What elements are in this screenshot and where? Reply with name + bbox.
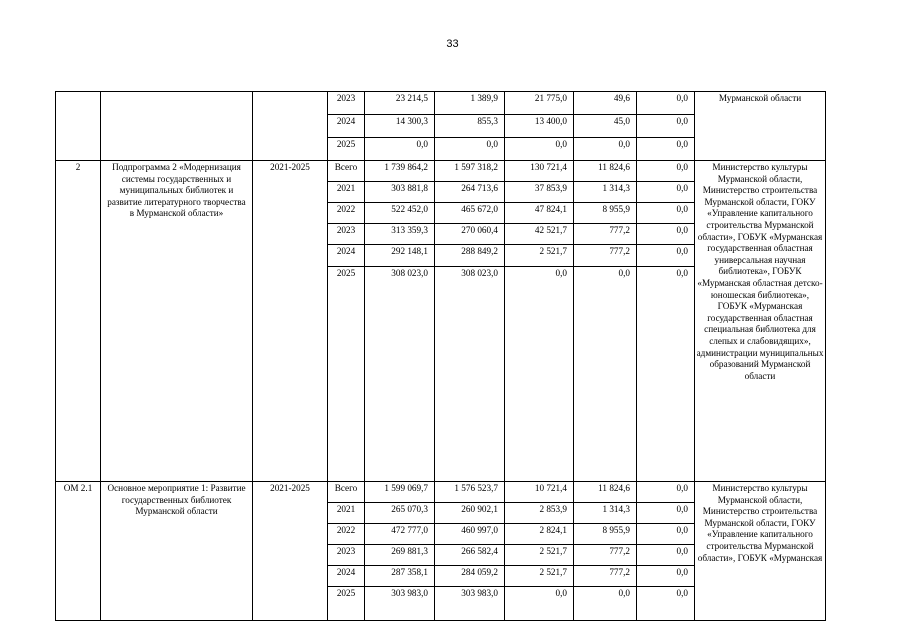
year-cell: Всего <box>328 161 365 182</box>
program-name: Подпрограмма 2 «Модернизация системы государственных и муниципальных библиотек и развитие литературного творчества в Мурманской области» <box>101 161 253 482</box>
year-cell: 2024 <box>328 115 365 138</box>
local-budget-cell: 777,2 <box>574 245 637 267</box>
local-budget-cell: 0,0 <box>574 138 637 161</box>
year-cell: 2025 <box>328 138 365 161</box>
total-cell: 303 983,0 <box>365 587 435 621</box>
program-name: Основное мероприятие 1: Развитие государственных библиотек Мурманской области <box>101 482 253 621</box>
year-cell: 2021 <box>328 182 365 203</box>
local-budget-cell: 777,2 <box>574 224 637 245</box>
total-cell: 1 599 069,7 <box>365 482 435 503</box>
regional-budget-cell: 10 721,4 <box>505 482 574 503</box>
year-cell: 2023 <box>328 545 365 566</box>
other-sources-cell: 0,0 <box>637 267 695 482</box>
total-cell: 313 359,3 <box>365 224 435 245</box>
federal-budget-cell: 308 023,0 <box>435 267 505 482</box>
regional-budget-cell: 0,0 <box>505 587 574 621</box>
other-sources-cell: 0,0 <box>637 224 695 245</box>
other-sources-cell: 0,0 <box>637 115 695 138</box>
federal-budget-cell: 284 059,2 <box>435 566 505 587</box>
regional-budget-cell: 42 521,7 <box>505 224 574 245</box>
year-cell: 2025 <box>328 267 365 482</box>
local-budget-cell: 1 314,3 <box>574 182 637 203</box>
executor: Министерство культуры Мурманской области, Министерство строительства Мурманской области, ГОКУ «Управление капитального строительства Мурманской области», ГОБУК «Мурманская государственная областная универсальная научная библиотека», ГОБУК «Мурманская областная детско-юношеская библиотека», ГОБУК «Мурманская государственная областная специальная библиотека для слепых и слабовидящих», администрации муниципальных образований Мурманской области <box>695 161 826 482</box>
other-sources-cell: 0,0 <box>637 566 695 587</box>
table-body <box>56 92 826 621</box>
local-budget-cell: 11 824,6 <box>574 482 637 503</box>
period <box>253 92 328 161</box>
row-number <box>56 92 101 161</box>
federal-budget-cell: 260 902,1 <box>435 503 505 524</box>
federal-budget-cell: 270 060,4 <box>435 224 505 245</box>
local-budget-cell: 11 824,6 <box>574 161 637 182</box>
federal-budget-cell: 1 576 523,7 <box>435 482 505 503</box>
regional-budget-cell: 47 824,1 <box>505 203 574 224</box>
total-cell: 292 148,1 <box>365 245 435 267</box>
page-number: 33 <box>446 38 459 50</box>
federal-budget-cell: 465 672,0 <box>435 203 505 224</box>
other-sources-cell: 0,0 <box>637 92 695 115</box>
year-cell: 2022 <box>328 203 365 224</box>
federal-budget-cell: 460 997,0 <box>435 524 505 545</box>
regional-budget-cell: 37 853,9 <box>505 182 574 203</box>
year-cell: 2024 <box>328 566 365 587</box>
local-budget-cell: 8 955,9 <box>574 524 637 545</box>
budget-table <box>55 91 826 621</box>
total-cell: 265 070,3 <box>365 503 435 524</box>
other-sources-cell: 0,0 <box>637 524 695 545</box>
other-sources-cell: 0,0 <box>637 503 695 524</box>
total-cell: 23 214,5 <box>365 92 435 115</box>
total-cell: 14 300,3 <box>365 115 435 138</box>
local-budget-cell: 49,6 <box>574 92 637 115</box>
federal-budget-cell: 303 983,0 <box>435 587 505 621</box>
local-budget-cell: 1 314,3 <box>574 503 637 524</box>
year-cell: 2023 <box>328 92 365 115</box>
total-cell: 269 881,3 <box>365 545 435 566</box>
regional-budget-cell: 0,0 <box>505 267 574 482</box>
local-budget-cell: 0,0 <box>574 267 637 482</box>
other-sources-cell: 0,0 <box>637 138 695 161</box>
federal-budget-cell: 1 389,9 <box>435 92 505 115</box>
period: 2021-2025 <box>253 161 328 482</box>
year-cell: 2021 <box>328 503 365 524</box>
other-sources-cell: 0,0 <box>637 161 695 182</box>
total-cell: 303 881,8 <box>365 182 435 203</box>
regional-budget-cell: 2 521,7 <box>505 245 574 267</box>
total-cell: 1 739 864,2 <box>365 161 435 182</box>
table-row <box>56 482 826 503</box>
row-number: ОМ 2.1 <box>56 482 101 621</box>
other-sources-cell: 0,0 <box>637 203 695 224</box>
local-budget-cell: 0,0 <box>574 587 637 621</box>
local-budget-cell: 777,2 <box>574 566 637 587</box>
period: 2021-2025 <box>253 482 328 621</box>
regional-budget-cell: 2 824,1 <box>505 524 574 545</box>
other-sources-cell: 0,0 <box>637 182 695 203</box>
regional-budget-cell: 0,0 <box>505 138 574 161</box>
local-budget-cell: 45,0 <box>574 115 637 138</box>
federal-budget-cell: 0,0 <box>435 138 505 161</box>
year-cell: 2025 <box>328 587 365 621</box>
total-cell: 0,0 <box>365 138 435 161</box>
federal-budget-cell: 266 582,4 <box>435 545 505 566</box>
regional-budget-cell: 130 721,4 <box>505 161 574 182</box>
federal-budget-cell: 1 597 318,2 <box>435 161 505 182</box>
other-sources-cell: 0,0 <box>637 482 695 503</box>
regional-budget-cell: 2 853,9 <box>505 503 574 524</box>
total-cell: 522 452,0 <box>365 203 435 224</box>
local-budget-cell: 777,2 <box>574 545 637 566</box>
total-cell: 287 358,1 <box>365 566 435 587</box>
regional-budget-cell: 13 400,0 <box>505 115 574 138</box>
federal-budget-cell: 855,3 <box>435 115 505 138</box>
other-sources-cell: 0,0 <box>637 245 695 267</box>
total-cell: 308 023,0 <box>365 267 435 482</box>
other-sources-cell: 0,0 <box>637 545 695 566</box>
local-budget-cell: 8 955,9 <box>574 203 637 224</box>
federal-budget-cell: 288 849,2 <box>435 245 505 267</box>
regional-budget-cell: 21 775,0 <box>505 92 574 115</box>
regional-budget-cell: 2 521,7 <box>505 566 574 587</box>
year-cell: Всего <box>328 482 365 503</box>
program-name <box>101 92 253 161</box>
federal-budget-cell: 264 713,6 <box>435 182 505 203</box>
year-cell: 2022 <box>328 524 365 545</box>
row-number: 2 <box>56 161 101 482</box>
regional-budget-cell: 2 521,7 <box>505 545 574 566</box>
table-row <box>56 161 826 182</box>
executor: Министерство культуры Мурманской области, Министерство строительства Мурманской области, ГОКУ «Управление капитального строительства Мурманской области», ГОБУК «Мурманская <box>695 482 826 621</box>
table-row <box>56 92 826 115</box>
year-cell: 2023 <box>328 224 365 245</box>
total-cell: 472 777,0 <box>365 524 435 545</box>
executor: Мурманской области <box>695 92 826 161</box>
other-sources-cell: 0,0 <box>637 587 695 621</box>
year-cell: 2024 <box>328 245 365 267</box>
